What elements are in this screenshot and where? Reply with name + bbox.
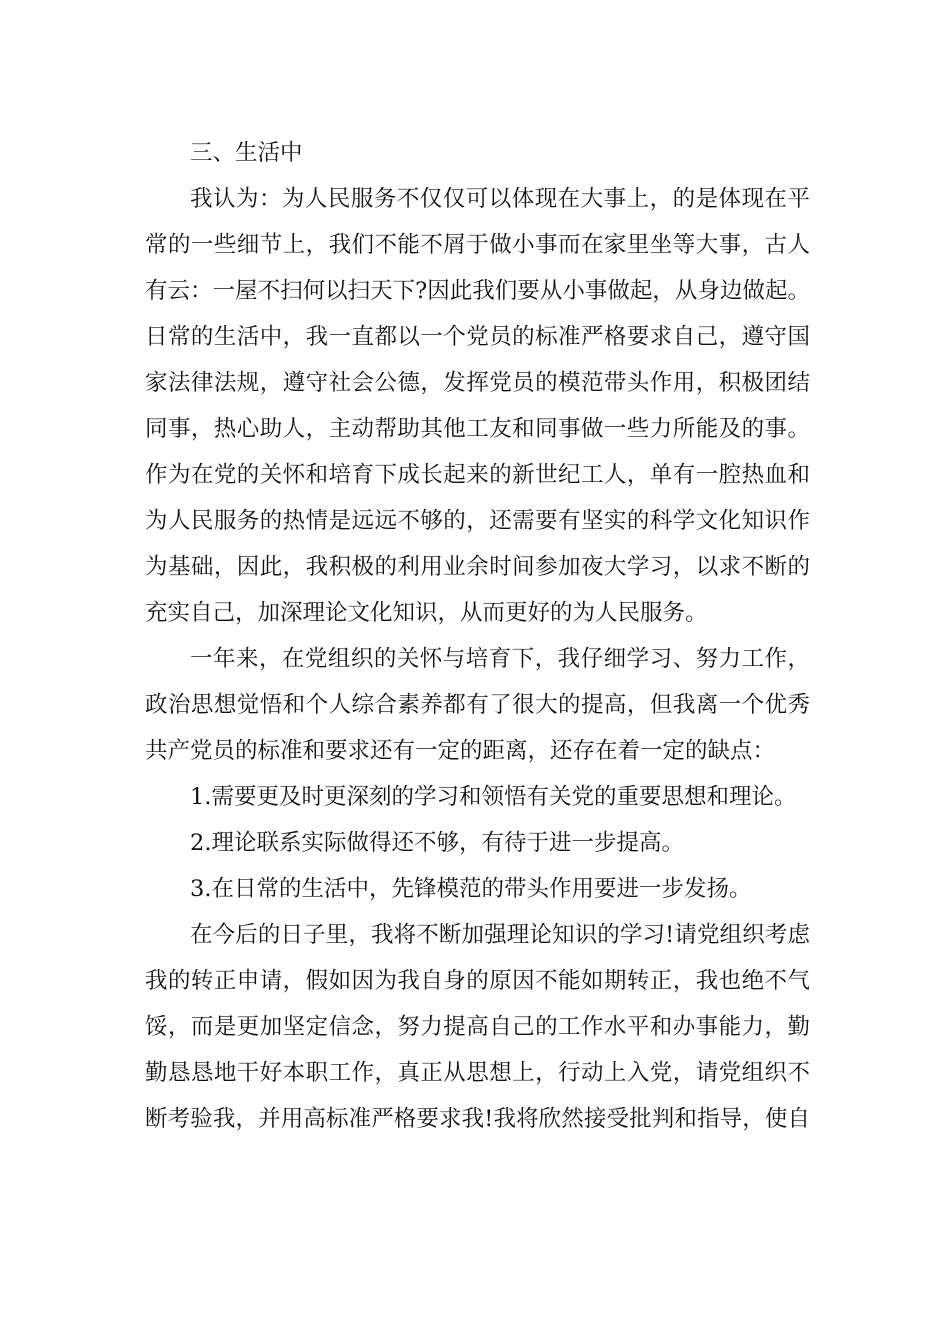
text-line: 一年来，在党组织的关怀与培育下，我仔细学习、努力工作， [190, 646, 810, 672]
text-line: 作为在党的关怀和培育下成长起来的新世纪工人，单有一腔热血和 [145, 462, 810, 488]
text-line: 勤恳恳地干好本职工作，真正从思想上，行动上入党，请党组织不 [145, 1060, 810, 1086]
text-line: 充实自己，加深理论文化知识，从而更好的为人民服务。 [145, 600, 708, 626]
text-line: 在今后的日子里，我将不断加强理论知识的学习!请党组织考虑 [190, 922, 810, 948]
text-line: 断考验我，并用高标准严格要求我!我将欣然接受批判和指导，使自 [145, 1106, 810, 1132]
text-line: 我认为：为人民服务不仅仅可以体现在大事上，的是体现在平 [190, 186, 810, 212]
list-item: 2.理论联系实际做得还不够，有待于进一步提高。 [190, 830, 684, 856]
list-item: 1.需要更及时更深刻的学习和领悟有关党的重要思想和理论。 [190, 784, 797, 810]
text-line: 有云：一屋不扫何以扫天下?因此我们要从小事做起，从身边做起。 [145, 278, 810, 304]
list-item: 3.在日常的生活中，先锋模范的带头作用要进一步发扬。 [190, 876, 752, 902]
section-heading: 三、生活中 [190, 140, 303, 166]
text-line: 馁，而是更加坚定信念，努力提高自己的工作水平和办事能力，勤 [145, 1014, 810, 1040]
text-line: 政治思想觉悟和个人综合素养都有了很大的提高，但我离一个优秀 [145, 692, 810, 718]
text-line: 我的转正申请，假如因为我自身的原因不能如期转正，我也绝不气 [145, 968, 810, 994]
text-line: 为人民服务的热情是远远不够的，还需要有坚实的科学文化知识作 [145, 508, 810, 534]
text-line: 家法律法规，遵守社会公德，发挥党员的模范带头作用，积极团结 [145, 370, 810, 396]
text-line: 共产党员的标准和要求还有一定的距离，还存在着一定的缺点： [145, 738, 776, 764]
text-line: 同事，热心助人，主动帮助其他工友和同事做一些力所能及的事。 [145, 416, 810, 442]
text-line: 常的一些细节上，我们不能不屑于做小事而在家里坐等大事，古人 [145, 232, 810, 258]
text-line: 日常的生活中，我一直都以一个党员的标准严格要求自己，遵守国 [145, 324, 810, 350]
text-line: 为基础，因此，我积极的利用业余时间参加夜大学习，以求不断的 [145, 554, 810, 580]
